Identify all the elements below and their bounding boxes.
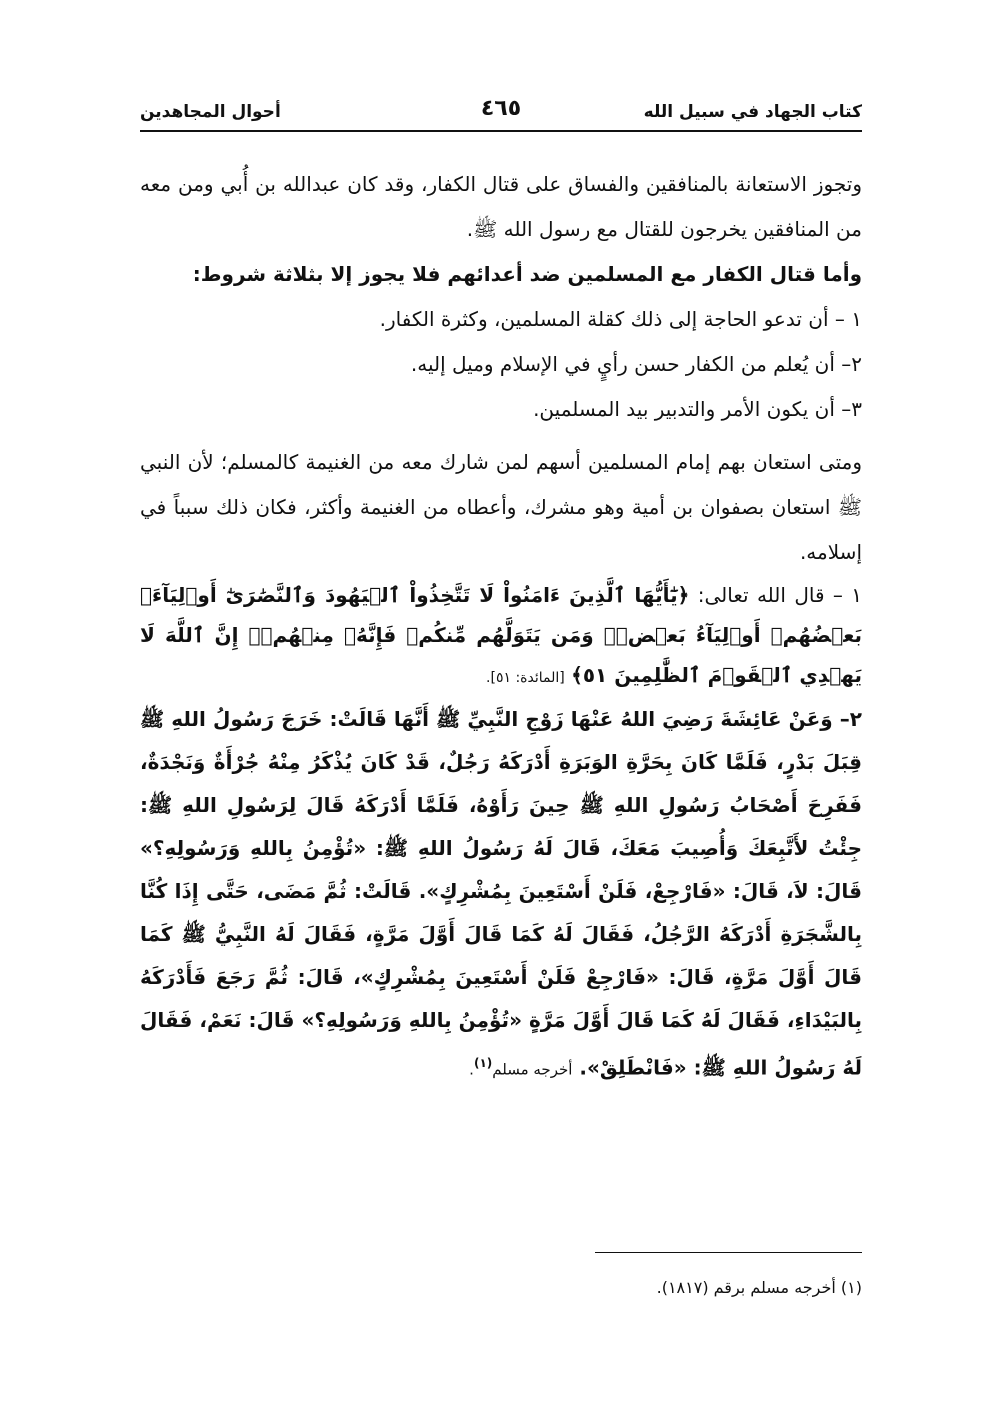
book-title: كتاب الجهاد في سبيل الله (643, 102, 862, 122)
hadith-source: أخرجه مسلم (492, 1060, 573, 1079)
quran-verse: ﴿يَٰٓأَيُّهَا ٱلَّذِينَ ءَامَنُواْ لَا تَتَّخِذُواْ ٱلۡيَهُودَ وَٱلنَّصَٰرَىٰٓ أَوۡلِيَآءَۘ بَعۡضُهُمۡ أَوۡلِيَآءُ بَعۡضٖۚ وَمَن يَتَوَلَّهُم مِّنكُمۡ فَإِنَّهُۥ مِنۡهُمۡۗ إِنَّ ٱللَّهَ لَا يَهۡدِي ٱلۡقَوۡمَ ٱلظَّٰلِمِينَ ٥١﴾ (140, 583, 862, 687)
header-divider (140, 130, 862, 132)
hadith-text: ٢– وَعَنْ عَائِشَةَ رَضِيَ اللهُ عَنْهَا زَوْجِ النَّبِيِّ ﷺ أَنَّهَا قَالَتْ: خَرَجَ رَسُولُ اللهِ ﷺ قِبَلَ بَدْرٍ، فَلَمَّا كَانَ بِحَرَّةِ الوَبَرَةِ أَدْرَكَهُ رَجُلٌ، قَدْ كَانَ يُذْكَرُ مِنْهُ جُرْأَةٌ وَنَجْدَةٌ، فَفَرِحَ أَصْحَابُ رَسُولِ اللهِ ﷺ حِينَ رَأَوْهُ، فَلَمَّا أَدْرَكَهُ قَالَ لِرَسُولِ اللهِ ﷺ: جِئْتُ لأَتَّبِعَكَ وَأُصِيبَ مَعَكَ، قَالَ لَهُ رَسُولُ اللهِ ﷺ: «تُؤْمِنُ بِاللهِ وَرَسُولِهِ؟» قَالَ: لاَ، قَالَ: «فَارْجِعْ، فَلَنْ أَسْتَعِينَ بِمُشْرِكٍ». قَالَتْ: ثُمَّ مَضَى، حَتَّى إِذَا كُنَّا بِالشَّجَرَةِ أَدْرَكَهُ الرَّجُلُ، فَقَالَ لَهُ كَمَا قَالَ أَوَّلَ مَرَّةٍ، فَقَالَ لَهُ النَّبِيُّ ﷺ كَمَا قَالَ أَوَّلَ مَرَّةٍ، قَالَ: «فَارْجِعْ فَلَنْ أَسْتَعِينَ بِمُشْرِكٍ»، قَالَ: ثُمَّ رَجَعَ فَأَدْرَكَهُ بِالبَيْدَاءِ، فَقَالَ لَهُ كَمَا قَالَ أَوَّلَ مَرَّةٍ «تُؤْمِنُ بِاللهِ وَرَسُولِهِ؟» قَالَ: نَعَمْ، فَقَالَ لَهُ رَسُولُ اللهِ ﷺ: «فَانْطَلِقْ». (140, 707, 862, 1080)
evidence-1-intro: ١ – قال الله تعالى: (697, 583, 863, 607)
chapter-title: أحوال المجاهدين (140, 102, 281, 122)
footnote-marker: (١) (473, 1056, 493, 1070)
evidence-1 (140, 575, 862, 698)
evidence-2: ٢– وَعَنْ عَائِشَةَ رَضِيَ اللهُ عَنْهَا زَوْجِ النَّبِيِّ ﷺ أَنَّهَا قَالَتْ: خَرَجَ رَسُولُ اللهِ ﷺ قِبَلَ بَدْرٍ، فَلَمَّا كَانَ بِحَرَّةِ الوَبَرَةِ أَدْرَكَهُ رَجُلٌ، قَدْ كَانَ يُذْكَرُ مِنْهُ جُرْأَةٌ وَنَجْدَةٌ، فَفَرِحَ أَصْحَابُ رَسُولِ اللهِ ﷺ حِينَ رَأَوْهُ، فَلَمَّا أَدْرَكَهُ قَالَ لِرَسُولِ اللهِ ﷺ: جِئْتُ لأَتَّبِعَكَ وَأُصِيبَ مَعَكَ، قَالَ لَهُ رَسُولُ اللهِ ﷺ: «تُؤْمِنُ بِاللهِ وَرَسُولِهِ؟» قَالَ: لاَ، قَالَ: «فَارْجِعْ، فَلَنْ أَسْتَعِينَ بِمُشْرِكٍ». قَالَتْ: ثُمَّ مَضَى، حَتَّى إِذَا كُنَّا بِالشَّجَرَةِ أَدْرَكَهُ الرَّجُلُ، فَقَالَ لَهُ كَمَا قَالَ أَوَّلَ مَرَّةٍ، فَقَالَ لَهُ النَّبِيُّ ﷺ كَمَا قَالَ أَوَّلَ مَرَّةٍ، قَالَ: «فَارْجِعْ فَلَنْ أَسْتَعِينَ بِمُشْرِكٍ»، قَالَ: ثُمَّ رَجَعَ فَأَدْرَكَهُ بِالبَيْدَاءِ، فَقَالَ لَهُ كَمَا قَالَ أَوَّلَ مَرَّةٍ «تُؤْمِنُ بِاللهِ وَرَسُولِهِ؟» قَالَ: نَعَمْ، فَقَالَ لَهُ رَسُولُ اللهِ ﷺ: «فَانْطَلِقْ». أخرجه مسلم$^{(١)}$. (140, 707, 862, 1080)
condition-2: ٢– أن يُعلم من الكفار حسن رأيٍ في الإسلام وميل إليه. (410, 352, 862, 376)
paragraph-2: ومتى استعان بهم إمام المسلمين أسهم لمن شارك معه من الغنيمة كالمسلم؛ لأن النبي ﷺ استعان بصفوان بن أمية وهو مشرك، وأعطاه من الغنيمة وأكثر، فكان ذلك سبباً في إسلامه. (140, 450, 862, 564)
paragraph-1: وتجوز الاستعانة بالمنافقين والفساق على قتال الكفار، وقد كان عبدالله بن أُبي ومن معه من المنافقين يخرجون للقتال مع رسول الله ﷺ. (140, 172, 862, 241)
verse-reference: [المائدة: ٥١]. (486, 670, 565, 686)
main-text (140, 162, 862, 1092)
conditions-heading: وأما قتال الكفار مع المسلمين ضد أعدائهم فلا يجوز إلا بثلاثة شروط: (192, 262, 862, 286)
footnote-divider (595, 1252, 862, 1253)
page-header (140, 96, 862, 126)
footnote: (١) أخرجه مسلم برقم (١٨١٧). (656, 1278, 862, 1297)
condition-1: ١ – أن تدعو الحاجة إلى ذلك كقلة المسلمين، وكثرة الكفار. (379, 307, 862, 331)
page-number: ٤٦٥ (480, 96, 522, 121)
condition-3: ٣– أن يكون الأمر والتدبير بيد المسلمين. (533, 397, 862, 421)
